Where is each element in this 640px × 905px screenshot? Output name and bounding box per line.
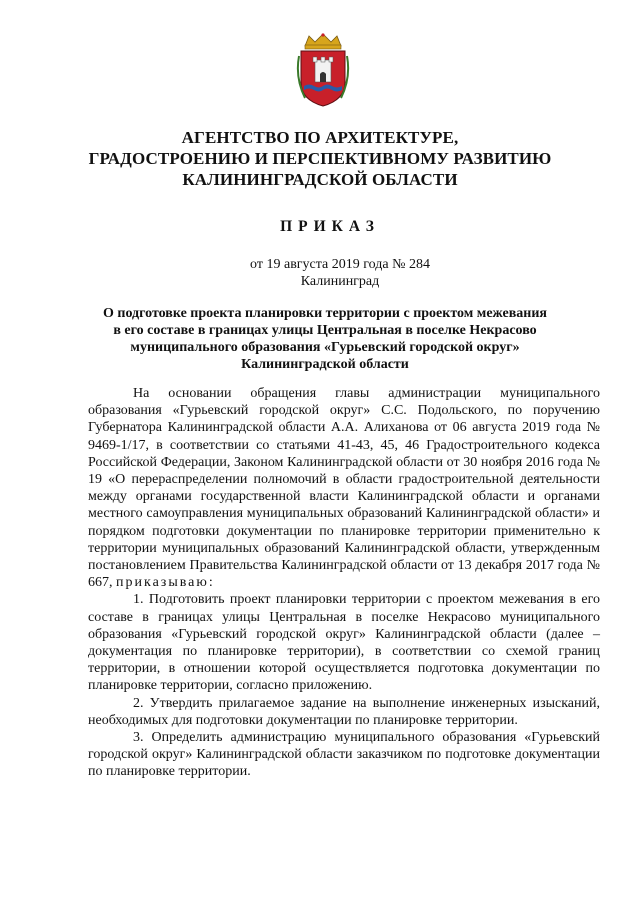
- agency-line-2: ГРАДОСТРОЕНИЮ И ПЕРСПЕКТИВНОМУ РАЗВИТИЮ: [88, 149, 552, 168]
- agency-name: [60, 127, 580, 190]
- item-2: 2. Утвердить прилагаемое задание на выполнение инженерных изысканий, необходимых для подготовки документации по планировке территории.: [88, 695, 600, 728]
- order-city: Калининград: [300, 274, 380, 289]
- agency-line-3: КАЛИНИНГРАДСКОЙ ОБЛАСТИ: [182, 170, 458, 189]
- subject-line-3: муниципального образования «Гурьевский городской округ»: [130, 340, 520, 355]
- order-date-number: от 19 августа 2019 года № 284: [250, 257, 430, 272]
- preamble-paragraph: [88, 385, 600, 591]
- subject-line-2: в его составе в границах улицы Центральная в поселке Некрасово: [113, 323, 537, 338]
- item-3: 3. Определить администрацию муниципального образования «Гурьевский городской округ» Калининградской области заказчиком по подготовке документации по планировке территории.: [88, 730, 600, 780]
- subject-line-1: О подготовке проекта планировки территории с проектом межевания: [102, 306, 547, 321]
- order-meta: [0, 256, 640, 290]
- agency-line-1: АГЕНТСТВО ПО АРХИТЕКТУРЕ,: [181, 128, 459, 147]
- item-1: 1. Подготовить проект планировки территории с проектом межевания в его составе в границах улицы Центральная в поселке Некрасово муниципального образования «Гурьевский городской округ» Калининградской области (далее – документация по планировке территории), в соответствии со схемой границ территории, в отношении которой осуществляется подготовка документации по планировке территории, согласно приложению.: [88, 592, 600, 694]
- kaliningrad-coat-of-arms-icon: [295, 32, 351, 108]
- subject-line-4: Калининградской области: [241, 357, 409, 372]
- order-body: [88, 385, 600, 781]
- order-word: приказываю:: [116, 575, 215, 591]
- order-subject: [80, 305, 570, 373]
- order-title: ПРИКАЗ: [280, 218, 380, 235]
- preamble-text: На основании обращения главы администрации муниципального образования «Гурьевский городской округ» С.С. Подольского, по поручению Губернатора Калининградской области А.А. Алиханова от 06 августа 2019 года № 9469-1/17, в соответствии со статьями 41-43, 45, 46 Градостроительного кодекса Российской Федерации, Законом Калининградской области от 30 ноября 2016 года № 19 «О перераспределении полномочий в области градостроительной деятельности между органами государственной власти Калининградской области и органами местного самоуправления муниципальных образований Калининградской области» и порядком подготовки документации по планировке территории применительно к территории муниципальных образований Калининградской области, утвержденным постановлением Правительства Калининградской области от 13 декабря 2017 года № 667,: [88, 386, 600, 591]
